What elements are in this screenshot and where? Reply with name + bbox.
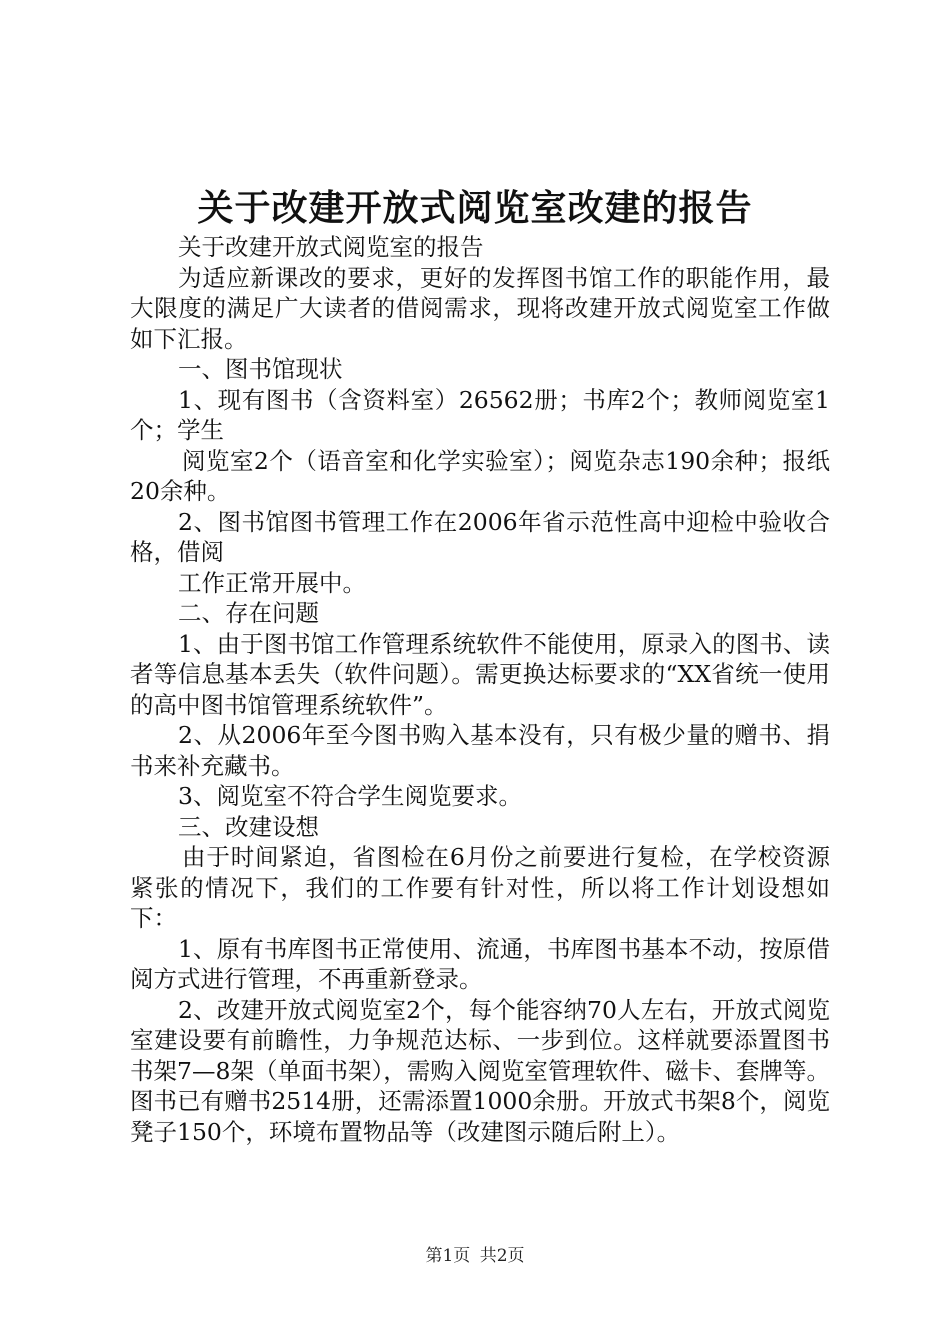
page-number: 第1页 [425, 1246, 471, 1266]
paragraph-problem-3: 3、阅览室不符合学生阅览要求。 [178, 782, 522, 810]
heading-section-2: 二、存在问题 [178, 599, 319, 627]
paragraph-problem-2: 2、从2006年至今图书购入基本没有，只有极少量的赠书、捐书来补充藏书。 [130, 721, 830, 780]
page-footer [0, 1244, 950, 1268]
paragraph-problem-1: 1、由于图书馆工作管理系统软件不能使用，原录入的图书、读者等信息基本丢失（软件问题）。需更换达标要求的“XX省统一使用的高中图书馆管理系统软件”。 [130, 629, 830, 719]
paragraph-plan-intro: 由于时间紧迫，省图检在6月份之前要进行复检，在学校资源紧张的情况下，我们的工作要有针对性，所以将工作计划设想如下： [130, 843, 830, 932]
document-body [130, 232, 830, 1147]
paragraph-status-2: 2、图书馆图书管理工作在2006年省示范性高中迎检中验收合格，借阅 [130, 507, 830, 566]
heading-section-1: 一、图书馆现状 [178, 355, 343, 383]
paragraph-status-1: 1、现有图书（含资料室）26562册；书库2个；教师阅览室1个；学生 [130, 385, 830, 444]
paragraph-subtitle: 关于改建开放式阅览室的报告 [178, 233, 484, 261]
paragraph-status-1-cont: 阅览室2个（语音室和化学实验室）；阅览杂志190余种；报纸20余种。 [130, 446, 830, 505]
page-total: 共2页 [479, 1246, 525, 1266]
paragraph-intro: 为适应新课改的要求，更好的发挥图书馆工作的职能作用，最大限度的满足广大读者的借阅需求，现将改建开放式阅览室工作做如下汇报。 [130, 263, 830, 353]
paragraph-plan-1: 1、原有书库图书正常使用、流通，书库图书基本不动，按原借阅方式进行管理，不再重新登录。 [130, 934, 830, 993]
heading-section-3: 三、改建设想 [178, 812, 319, 841]
document-title: 关于改建开放式阅览室改建的报告 [197, 187, 753, 229]
paragraph-plan-2: 2、改建开放式阅览室2个，每个能容纳70人左右，开放式阅览室建设要有前瞻性，力争规范达标、一步到位。这样就要添置图书书架7—8架（单面书架），需购入阅览室管理软件、磁卡、套牌等。图书已有赠书2514册，还需添置1000余册。开放式书架8个，阅览凳子150个，环境布置物品等（改建图示随后附上）。 [130, 995, 830, 1146]
paragraph-status-2-cont: 工作正常开展中。 [178, 568, 366, 597]
